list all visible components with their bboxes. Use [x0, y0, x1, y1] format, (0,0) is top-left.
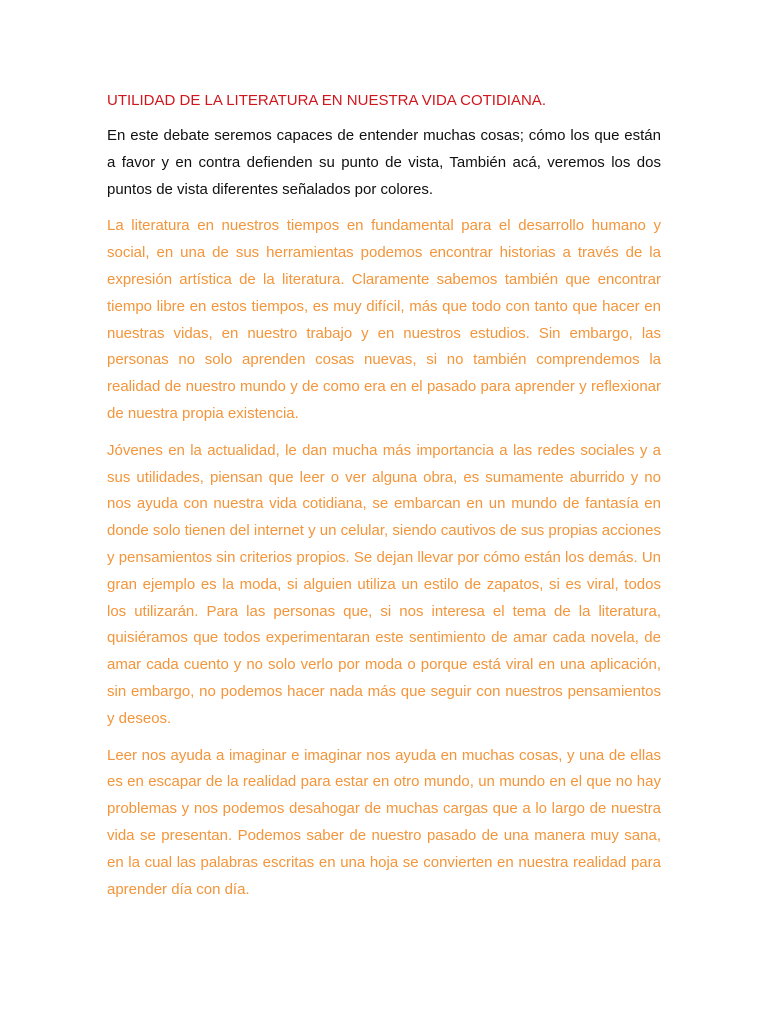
body-paragraph-3: Leer nos ayuda a imaginar e imaginar nos ayuda en muchas cosas, y una de ellas es en escapar de la realidad para estar en otro mundo, un mundo en el que no hay problemas y nos podemos desahogar de muchas cargas que a lo largo de nuestra vida se presentan. Podemos saber de nuestro pasado de una manera muy sana, en la cual las palabras escritas en una hoja se convierten en nuestra realidad para aprender día con día. — [107, 746, 661, 898]
intro-paragraph: En este debate seremos capaces de entender muchas cosas; cómo los que están a favor y en contra defienden su punto de vista, También acá, veremos los dos puntos de vista diferentes señalados por colores. — [107, 127, 661, 198]
document-page — [107, 89, 661, 903]
document-title: UTILIDAD DE LA LITERATURA EN NUESTRA VIDA COTIDIANA. — [107, 92, 546, 109]
body-paragraph-2: Jóvenes en la actualidad, le dan mucha más importancia a las redes sociales y a sus utilidades, piensan que leer o ver alguna obra, es sumamente aburrido y no nos ayuda con nuestra vida cotidiana, se embarcan en un mundo de fantasía en donde solo tienen del internet y un celular, siendo cautivos de sus propias acciones y pensamientos sin criterios propios. Se dejan llevar por cómo están los demás. Un gran ejemplo es la moda, si alguien utiliza un estilo de zapatos, si es viral, todos los utilizarán. Para las personas que, si nos interesa el tema de la literatura, quisiéramos que todos experimentaran este sentimiento de amar cada novela, de amar cada cuento y no solo verlo por moda o porque está viral en una aplicación, sin embargo, no podemos hacer nada más que seguir con nuestros pensamientos y deseos. — [107, 441, 661, 727]
body-paragraph-1: La literatura en nuestros tiempos en fundamental para el desarrollo humano y social, en una de sus herramientas podemos encontrar historias a través de la expresión artística de la literatura. Claramente sabemos también que encontrar tiempo libre en estos tiempos, es muy difícil, más que todo con tanto que hacer en nuestras vidas, en nuestro trabajo y en nuestros estudios. Sin embargo, las personas no solo aprenden cosas nuevas, si no también comprendemos la realidad de nuestro mundo y de como era en el pasado para aprender y reflexionar de nuestra propia existencia. — [107, 217, 661, 422]
